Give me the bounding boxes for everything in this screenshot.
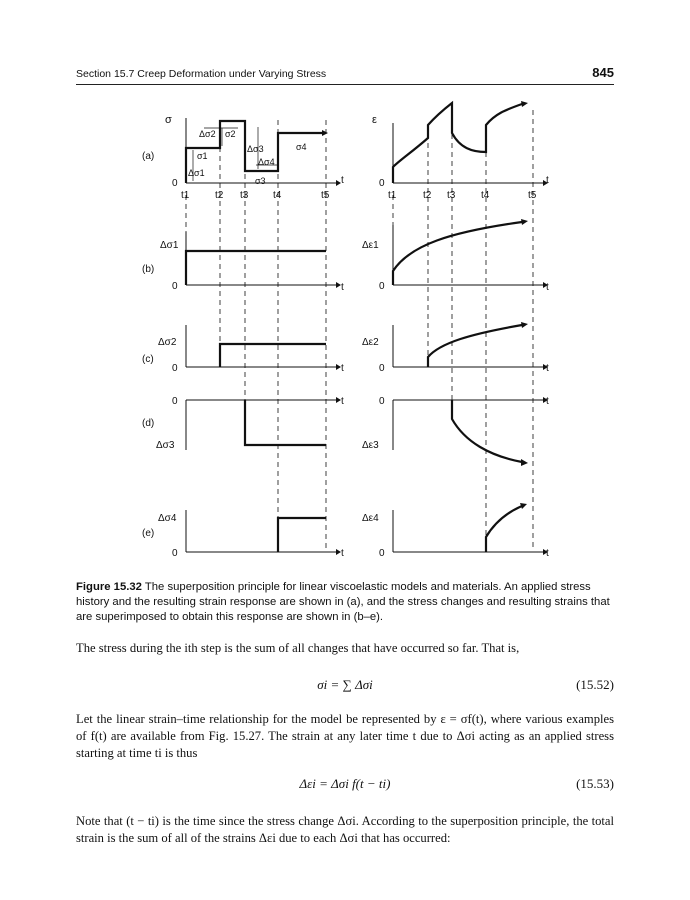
t-axis-d-left: t <box>341 396 344 407</box>
d-right-symbol: Δε3 <box>362 440 379 451</box>
t-axis-c-left: t <box>341 363 344 374</box>
page-number: 845 <box>592 65 614 80</box>
c-stress-step <box>220 344 326 367</box>
t-axis-a-right: t <box>546 175 549 186</box>
paragraph-2: Let the linear strain–time relationship for the model be represented by ε = σf(t), where various examples of f(t) are available from Fig. 15.27. The strain at any later time t due to Δσi acting as an applied stress starting at time ti is thus <box>76 712 614 760</box>
e-stress-step <box>278 518 326 552</box>
a-right-symbol: ε <box>372 114 377 126</box>
tick-t2-left: t2 <box>215 190 224 201</box>
equation-15-52 <box>76 677 614 697</box>
running-header-section: Section 15.7 Creep Deformation under Varying Stress <box>76 68 327 80</box>
t-axis-a-left: t <box>341 175 344 186</box>
t-axis-c-right: t <box>546 363 549 374</box>
equation-15-53-expr: Δεi = Δσi f(t − ti) <box>299 776 391 791</box>
tick-t3-left: t3 <box>240 190 249 201</box>
d-left-symbol: Δσ3 <box>156 440 175 451</box>
paragraph-3: Note that (t − ti) is the time since the stress change Δσi. According to the superposition principle, the total strain is the sum of all of the strains Δεi due to each Δσi that has occurred: <box>76 814 614 845</box>
caption-label: Figure 15.32 <box>76 581 142 593</box>
tick-t1-left: t1 <box>181 190 190 201</box>
e-right-symbol: Δε4 <box>362 513 379 524</box>
zero-c-left: 0 <box>172 363 178 374</box>
e-left-symbol: Δσ4 <box>158 513 177 524</box>
tick-t1-right: t1 <box>388 190 397 201</box>
label-delta-sigma4: Δσ4 <box>258 157 275 167</box>
equation-15-52-number: (15.52) <box>576 677 614 692</box>
right-time-guides <box>393 110 533 548</box>
c-strain-curve <box>428 325 522 367</box>
caption-text: The superposition principle for linear viscoelastic models and materials. An applied stress history and the resulting strain response are shown in (a), and the stress changes and resulting strains that are superimposed to obtain this response are shown in (b–e). <box>76 581 610 623</box>
stress-history-arrow <box>322 130 328 136</box>
zero-d-left: 0 <box>172 396 178 407</box>
equation-15-52-expr: σi = ∑ Δσi <box>317 677 373 692</box>
b-right-symbol: Δε1 <box>362 240 379 251</box>
row-label-c: (c) <box>142 354 154 365</box>
d-stress-step <box>245 400 326 445</box>
label-sigma2: σ2 <box>225 129 236 139</box>
paragraph-1: The stress during the ith step is the sum of all changes that have occurred so far. That is, <box>76 641 520 655</box>
tick-t4-left: t4 <box>273 190 282 201</box>
tick-t5-right: t5 <box>528 190 537 201</box>
zero-a-left: 0 <box>172 178 178 189</box>
equation-15-53-number: (15.53) <box>576 776 614 791</box>
t-axis-d-right: t <box>546 396 549 407</box>
e-strain-curve <box>486 506 522 552</box>
t-axis-e-left: t <box>341 548 344 559</box>
row-label-a: (a) <box>142 151 155 162</box>
label-delta-sigma3: Δσ3 <box>247 144 264 154</box>
t-axis-b-right: t <box>546 282 549 293</box>
c-right-symbol: Δε2 <box>362 337 379 348</box>
t-axis-e-right: t <box>546 548 549 559</box>
zero-a-right: 0 <box>379 178 385 189</box>
zero-e-left: 0 <box>172 548 178 559</box>
b-stress-step <box>186 251 326 285</box>
row-label-b: (b) <box>142 264 155 275</box>
equation-15-53 <box>76 776 614 796</box>
tick-t3-right: t3 <box>447 190 456 201</box>
t-axis-b-left: t <box>341 282 344 293</box>
zero-b-left: 0 <box>172 281 178 292</box>
zero-c-right: 0 <box>379 363 385 374</box>
label-sigma1: σ1 <box>197 151 208 161</box>
label-sigma4: σ4 <box>296 142 307 152</box>
strain-response-curve <box>393 103 522 183</box>
figure-caption <box>76 580 616 625</box>
zero-d-right: 0 <box>379 396 385 407</box>
zero-e-right: 0 <box>379 548 385 559</box>
b-strain-curve <box>393 222 522 285</box>
tick-t4-right: t4 <box>481 190 490 201</box>
label-sigma3: σ3 <box>255 176 266 186</box>
row-label-d: (d) <box>142 418 155 429</box>
strain-response-arrow <box>521 101 528 107</box>
a-left-symbol: σ <box>165 114 172 126</box>
tick-t5-left: t5 <box>321 190 330 201</box>
tick-t2-right: t2 <box>423 190 432 201</box>
zero-b-right: 0 <box>379 281 385 292</box>
label-delta-sigma2: Δσ2 <box>199 129 216 139</box>
c-left-symbol: Δσ2 <box>158 337 177 348</box>
b-left-symbol: Δσ1 <box>160 240 179 251</box>
row-label-e: (e) <box>142 528 155 539</box>
label-delta-sigma1: Δσ1 <box>188 168 205 178</box>
d-strain-curve <box>452 400 522 462</box>
